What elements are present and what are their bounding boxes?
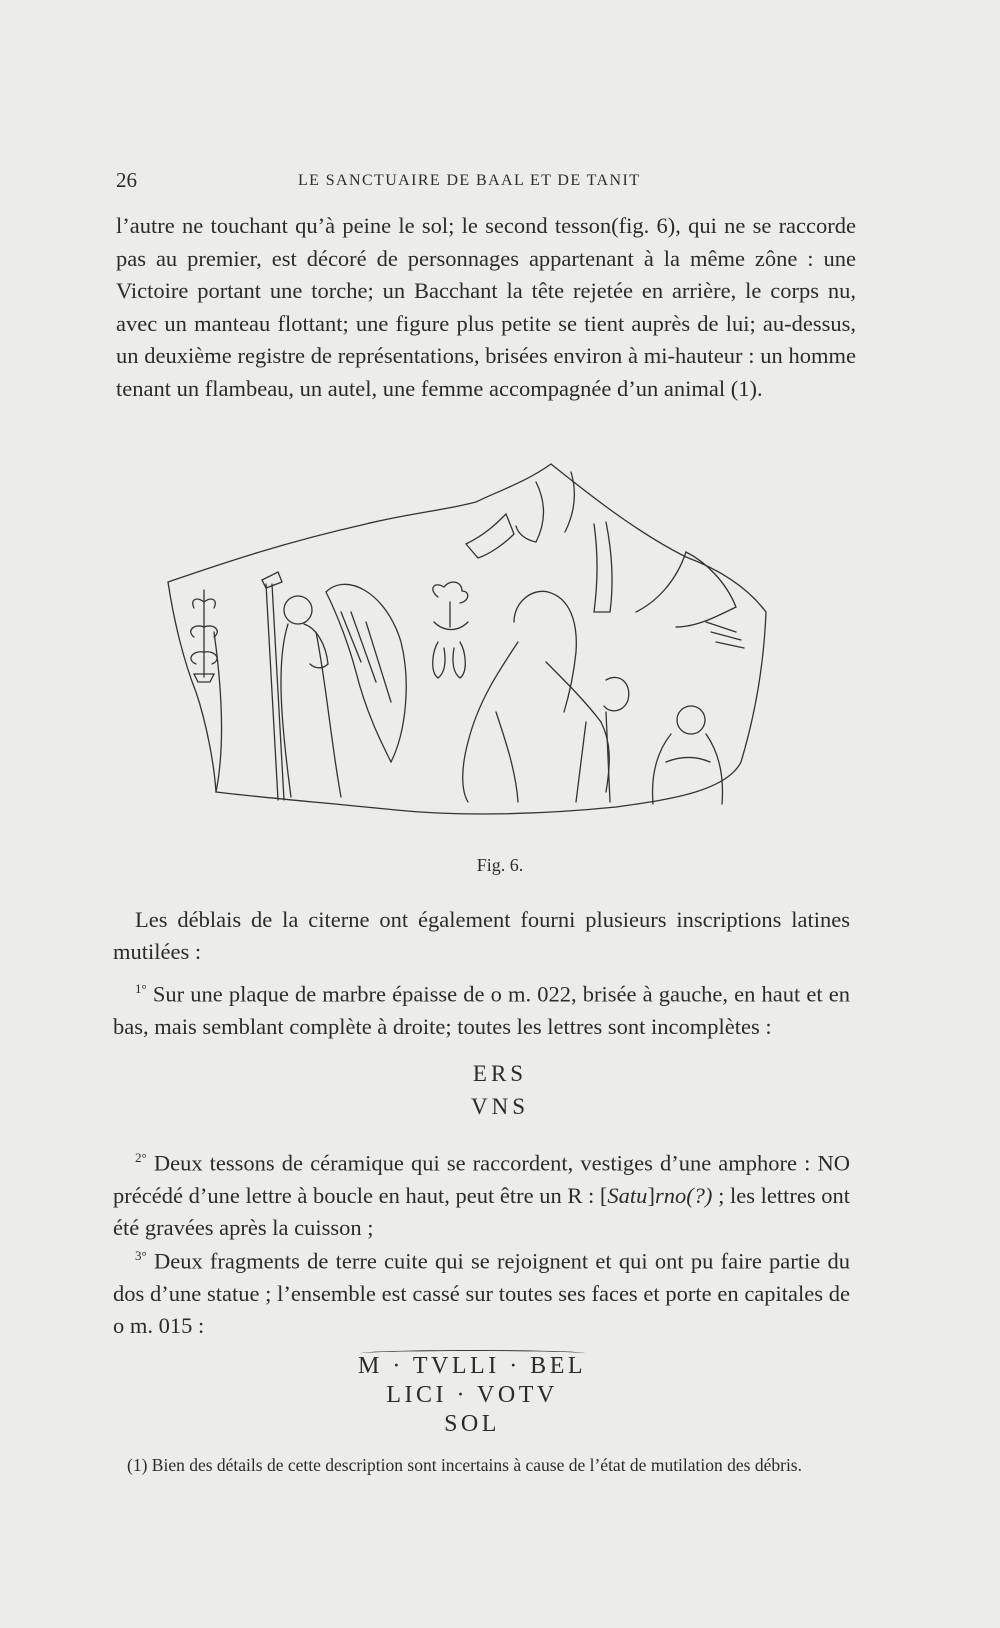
inscription-2-line-2: LICI · VOTV xyxy=(386,1382,558,1408)
inscription-2-line-3: SOL xyxy=(444,1411,500,1437)
item-2-text-mid: ] xyxy=(647,1182,655,1208)
item-3-number: 3° xyxy=(135,1248,147,1263)
footnote xyxy=(113,1452,850,1478)
item-1-number: 1° xyxy=(135,981,147,996)
item-2-text-before: Deux tessons de céramique qui se raccordent, vestiges d’une amphore : NO précédé d’une lettre à boucle en haut, peut être un R : [ xyxy=(113,1150,851,1208)
inscription-1-line-2: VNS xyxy=(470,1094,529,1119)
item-1 xyxy=(113,973,850,1043)
page-number: 26 xyxy=(116,168,137,192)
figure-6-drawing xyxy=(166,462,790,850)
plant-ornament-left xyxy=(191,590,218,682)
altar-ornament xyxy=(433,582,468,678)
item-2-italic-1: Satu xyxy=(607,1182,648,1208)
item-2-number: 2° xyxy=(135,1150,147,1165)
bacchant-figure xyxy=(463,591,629,802)
sherd-outline xyxy=(168,464,766,814)
item-3 xyxy=(113,1240,850,1342)
item-2-italic-2: rno(?) xyxy=(654,1182,713,1208)
running-title: LE SANCTUAIRE DE BAAL ET DE TANIT xyxy=(298,172,641,189)
item-1-text: Sur une plaque de marbre épaisse de o m. 022, brisée à gauche, en haut et en bas, mais semblant complète à droite; toutes les lettres sont incomplètes : xyxy=(113,981,851,1039)
paragraph-1: l’autre ne touchant qu’à peine le sol; le second tesson(fig. 6), qui ne se raccorde pas au premier, est décoré de personnages appartenant à la même zône : une Victoire portant une torche; un Bacchant la tête rejetée en arrière, le corps nu, avec un manteau flottant; une figure plus petite se tient auprès de lui; au-dessus, un deuxième registre de représentations, brisées environ à mi-hauteur : un homme tenant un flambeau, un autel, une femme accompagnée d’un animal (1). xyxy=(116,213,856,401)
page-header xyxy=(116,168,856,198)
footnote-text: (1) Bien des détails de cette description sont incertains à cause de l’état de mutilation des débris. xyxy=(127,1455,802,1475)
small-figure xyxy=(653,706,723,804)
victory-figure xyxy=(262,572,406,800)
paragraph-2: Les déblais de la citerne ont également fourni plusieurs inscriptions latines mutilées : xyxy=(113,907,850,964)
upper-register xyxy=(466,472,744,648)
inscription-2-line-1: M · TVLLI · BEL xyxy=(357,1353,587,1379)
figure-caption: Fig. 6. xyxy=(476,855,524,875)
inscription-1-line-1: ERS xyxy=(472,1061,528,1086)
inscription-2 xyxy=(352,1352,592,1439)
item-2 xyxy=(113,1142,850,1244)
item-2-text-after: ; les lettres ont été gravées après la cuisson ; xyxy=(113,1182,850,1240)
item-3-text: Deux fragments de terre cuite qui se rejoignent et qui ont pu faire partie du dos d’une statue ; l’ensemble est cassé sur toutes ses faces et porte en capitales de o m. 015 : xyxy=(113,1248,851,1338)
